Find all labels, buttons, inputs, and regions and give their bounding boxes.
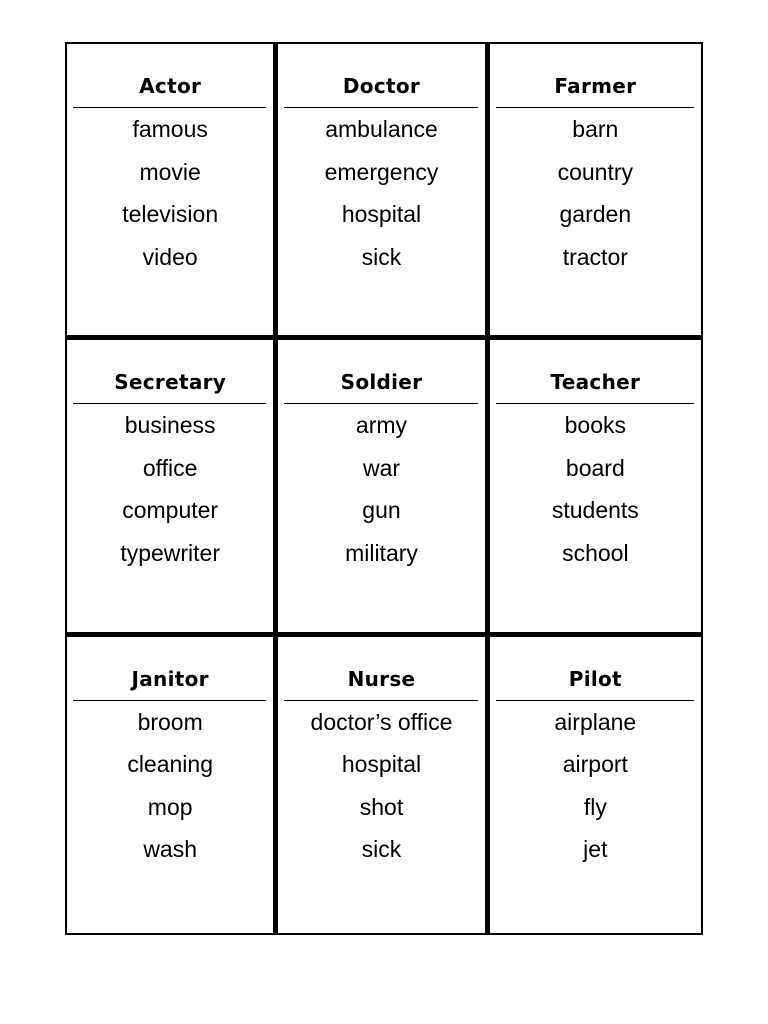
card-title: Janitor <box>131 666 209 691</box>
word-item: wash <box>143 836 198 863</box>
word-item: school <box>562 539 629 566</box>
word-item: ambulance <box>325 116 438 142</box>
card-title: Farmer <box>554 74 637 98</box>
word-list <box>67 108 273 278</box>
word-item: jet <box>583 836 608 863</box>
word-item: computer <box>122 497 219 524</box>
word-item: hospital <box>341 201 422 227</box>
word-item: military <box>345 539 418 566</box>
word-item: fly <box>583 793 607 820</box>
card-title: Secretary <box>114 370 227 395</box>
word-item: mop <box>147 793 193 820</box>
word-list <box>490 701 701 871</box>
word-item: sick <box>361 243 402 270</box>
card-title: Pilot <box>568 666 622 691</box>
word-item: airplane <box>554 708 637 735</box>
word-item: office <box>142 454 198 481</box>
word-item: emergency <box>324 158 439 185</box>
occupation-card-grid <box>65 42 703 935</box>
word-item: books <box>564 412 626 439</box>
word-list <box>490 404 701 574</box>
card-title: Teacher <box>550 370 641 395</box>
word-item: tractor <box>562 243 628 270</box>
card-janitor <box>67 637 278 933</box>
card-secretary <box>67 340 278 636</box>
word-item: army <box>355 412 408 439</box>
card-title: Actor <box>139 74 202 98</box>
card-doctor <box>278 44 489 340</box>
word-list <box>67 404 273 574</box>
word-item: typewriter <box>120 539 221 566</box>
word-item: television <box>122 201 219 227</box>
word-item: cleaning <box>127 751 213 778</box>
card-soldier <box>278 340 489 636</box>
word-item: garden <box>559 201 632 227</box>
word-item: gun <box>362 497 401 524</box>
word-list <box>278 404 484 574</box>
word-list <box>278 108 484 278</box>
word-item: war <box>362 454 401 481</box>
card-actor <box>67 44 278 340</box>
word-item: country <box>557 158 634 185</box>
card-pilot <box>490 637 701 933</box>
word-item: sick <box>361 836 402 863</box>
word-item: students <box>551 497 639 524</box>
word-list <box>278 701 484 871</box>
word-item: airport <box>562 751 628 778</box>
word-item: barn <box>572 116 619 142</box>
card-title: Soldier <box>340 370 423 395</box>
word-list <box>67 701 273 871</box>
word-item: shot <box>359 793 404 820</box>
word-item: famous <box>132 116 208 142</box>
word-item: board <box>565 454 625 481</box>
card-teacher <box>490 340 701 636</box>
card-nurse <box>278 637 489 933</box>
card-title: Nurse <box>347 666 416 691</box>
word-item: video <box>142 243 198 270</box>
word-item: business <box>124 412 216 439</box>
card-farmer <box>490 44 701 340</box>
word-item: broom <box>137 708 203 735</box>
word-item: hospital <box>341 751 422 778</box>
word-item: movie <box>139 158 201 185</box>
word-item: doctor’s office <box>310 708 453 735</box>
card-title: Doctor <box>342 74 421 98</box>
word-list <box>490 108 701 278</box>
